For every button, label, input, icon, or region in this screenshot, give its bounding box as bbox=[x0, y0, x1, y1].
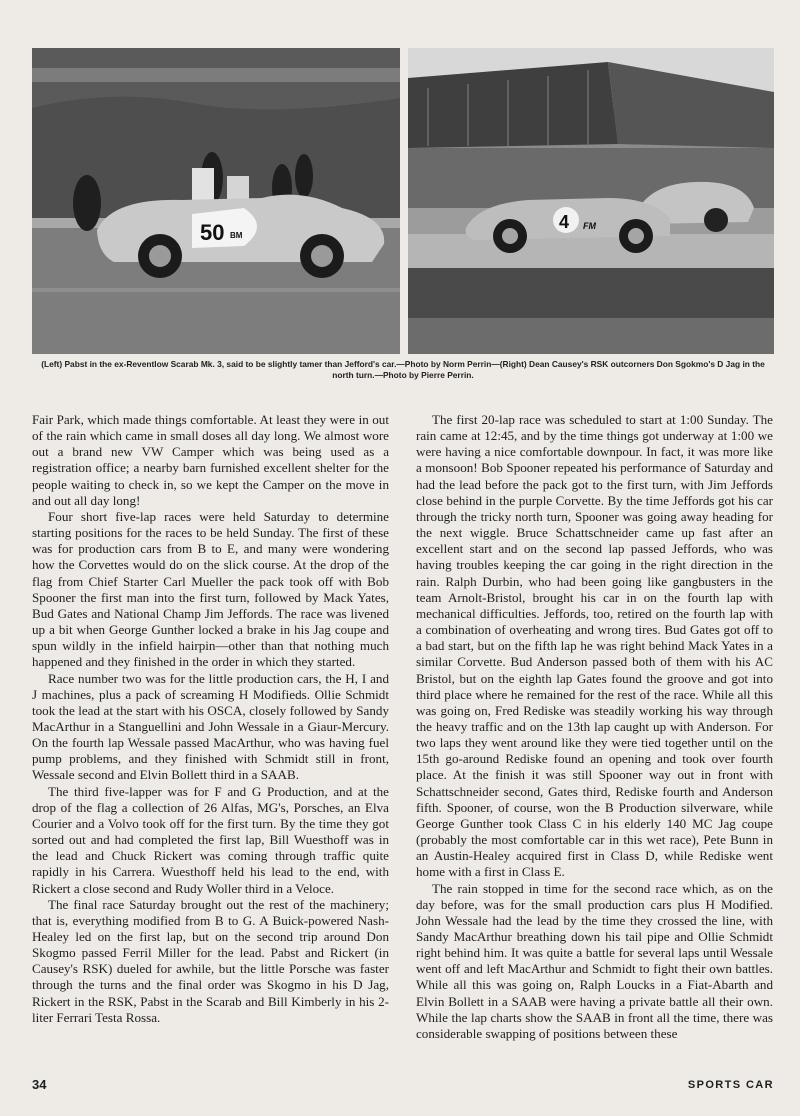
article-column-left bbox=[32, 412, 389, 1026]
rsk-race-car-photo bbox=[408, 48, 774, 354]
car-class-bm: BM bbox=[230, 231, 243, 240]
magazine-name: SPORTS CAR bbox=[687, 1079, 774, 1091]
photo-caption: (Left) Pabst in the ex-Reventlow Scarab Mk. 3, said to be slightly tamer than Jefford's car.—Photo by Norm Perrin—(Right) Dean Causey's RSK outcorners Don Sgokmo's D Jag in the north turn.—Photo by Pierre Perrin. bbox=[41, 359, 765, 380]
scarab-race-car-photo bbox=[32, 48, 400, 354]
car-number-50: 50 bbox=[200, 220, 225, 245]
car-class-fm: FM bbox=[583, 221, 596, 231]
photo-left bbox=[32, 48, 400, 354]
article-paragraph: The final race Saturday brought out the rest of the machinery; that is, everything modified from B to G. A Buick-powered Nash-Healey led on the first lap, but on the second trip around Don Skogmo passed Ferril Miller for the lead. Pabst and Rickert (in Causey's RSK) dueled for awhile, but the little Porsche was faster through the turns and the final order was Skogmo in his D Jag, Rickert in the RSK, Pabst in the Scarab and Bill Kimberly in his 2-liter Ferrari Testa Rossa. bbox=[32, 896, 389, 1025]
article-paragraph: The rain stopped in time for the second race which, as on the day before, was for the small production cars plus H Modified. John Wessale had the lead by the time they crossed the line, with Sandy MacArthur breathing down his tail pipe and Ollie Schmidt right behind him. It was quite a battle for several laps until Wessale went off and left MacArthur and Schmidt to fight their own battles. While all this was going on, Ralph Loucks in a Fiat-Abarth and Elvin Bollett in a SAAB were having a private battle all their own. While the lap charts show the SAAB in front all the time, there was considerable swapping of positions between these bbox=[416, 880, 773, 1041]
page-number: 34 bbox=[32, 1077, 47, 1092]
photo-right bbox=[408, 48, 774, 354]
article-paragraph: Four short five-lap races were held Saturday to determine starting positions for the races to be held Sunday. The first of these was for production cars from B to E, and many were wondering how the Corvettes would do on the slick course. At the drop of the flag from Chief Starter Carl Mueller the pack took off with Bob Spooner the first man into the first turn, followed by Mack Yates, Bud Gates and National Champ Jim Jeffords. The race was livened up a bit when George Gunther locked a brake in his Jag coupe and spun wildly in the infield hairpin—other than that nothing much happened and they finished in the order in which they started. bbox=[32, 508, 389, 670]
article-paragraph: Fair Park, which made things comfortable. At least they were in out of the rain which came in small doses all day long. We almost wore out a brand new VW Camper which was being used as a registration office; a nearby barn furnished excellent shelter for the people waiting to check in, so we kept the Camper on the move in and out all day long! bbox=[32, 412, 389, 508]
car-number-4: 4 bbox=[559, 212, 570, 232]
article-paragraph: Race number two was for the little production cars, the H, I and J machines, plus a pack of screaming H Modifieds. Ollie Schmidt took the lead at the start with his OSCA, closely followed by Sandy MacArthur in a Stanguellini and John Wessale in a Giaur-Mercury. On the fourth lap Wessale passed MacArthur, who was having fuel pump problems, and they finished with Schmidt still in front, Wessale second and Elvin Bollett third in a SAAB. bbox=[32, 670, 389, 783]
article-paragraph: The first 20-lap race was scheduled to start at 1:00 Sunday. The rain came at 12:45, and by the time things got underway at 1:00 we were having a nice comfortable downpour. In fact, it was more like a monsoon! Bob Spooner repeated his performance of Saturday and had the lead before the pack got to the first turn, with Jim Jeffords close behind in the purple Corvette. By the time Jeffords got his car through the tricky north turn, Spooner was going away heading for the next wiggle. Bruce Schattschneider came up fast after an excellent start and on the second lap passed Jeffords, who was having troubles keeping the car going in the right direction in the rain. Ralph Durbin, who had been going like gangbusters in the team Arnolt-Bristol, brought his car in on the fourth lap with mechanical difficulties. Jeffords, too, retired on the fourth lap with a combination of overheating and wrong tires. Bud Gates got off to a bad start, but on the fifth lap he was right behind Mack Yates in a similar Corvette. Bud Anderson passed both of them with his AC Bristol, but on the eighth lap Gates found the groove and got into third place where he remained for the rest of the race. While all this was going on, Fred Rediske was steadily working his way through the heavy traffic and on the 13th lap caught up with Anderson. For two laps they went around like they were tied together until on the 15th go-around Rediske found an opening and took over fourth place. At the finish it was still Spooner way out in front with Schattschneider second, Gates third, Rediske fourth and Anderson fifth. Spooner, of course, won the B Production silverware, while George Gunther took Class C in his elderly 140 MC Jag coupe (probably the most comfortable car in this wet race), Pete Bunn in an Austin-Healey acquired first in Class D, while Rediske went home with a first in Class E. bbox=[416, 412, 773, 880]
article-paragraph: The third five-lapper was for F and G Production, and at the drop of the flag a collection of 26 Alfas, MG's, Porsches, an Elva Courier and a Volvo took off for the first turn. By the time they got sorted out and had completed the first lap, Bill Wuesthoff was in the lead and Chuck Rickert was coming through traffic quite rapidly in his Carrera. Wuesthoff held his lead to the end, with Rickert a close second and Rudy Woller third in a Veloce. bbox=[32, 783, 389, 896]
article-column-right bbox=[416, 412, 773, 1042]
